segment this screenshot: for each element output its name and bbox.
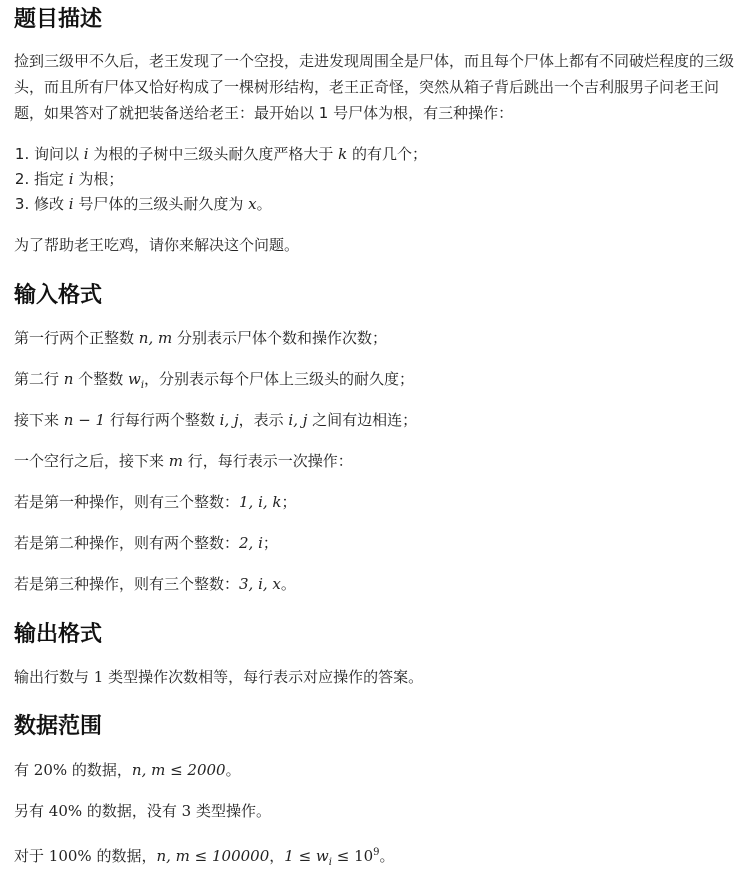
input-line-5: 若是第一种操作，则有三个整数：1, i, k；: [14, 493, 297, 511]
operations-list: [14, 142, 737, 217]
help-paragraph: 为了帮助老王吃鸡，请你来解决这个问题。: [14, 236, 300, 254]
input-line-1: 第一行两个正整数 n, m 分别表示尸体个数和操作次数；: [14, 329, 387, 347]
input-heading: 输入格式: [14, 283, 103, 308]
operation-item: 1. 询问以 i 为根的子树中三级头耐久度严格大于 k 的有几个；: [34, 142, 737, 167]
range-heading: 数据范围: [14, 714, 103, 739]
output-heading: 输出格式: [14, 622, 103, 647]
description-heading: 题目描述: [14, 7, 103, 32]
description-paragraph: 捡到三级甲不久后，老王发现了一个空投，走进发现周围全是尸体，而且每个尸体上都有不同破烂程度的三级头，而且所有尸体又恰好构成了一棵树形结构，老王正奇怪，突然从箱子背后跳出一个吉利服男子问老王问题，如果答对了就把装备送给老王：最开始以 1 号尸体为根，有三种操作：: [14, 52, 735, 122]
operation-item: 2. 指定 i 为根；: [34, 167, 737, 192]
input-line-2: 第二行 n 个整数 $w_i$，分别表示每个尸体上三级头的耐久度；: [14, 370, 415, 391]
operation-item: 3. 修改 i 号尸体的三级头耐久度为 x。: [34, 192, 737, 217]
input-line-6: 若是第二种操作，则有两个整数：2, i；: [14, 534, 278, 552]
input-line-7: 若是第三种操作，则有三个整数：3, i, x。: [14, 575, 296, 593]
range-line-2: 另有 40% 的数据，没有 3 类型操作。: [14, 802, 271, 820]
range-line-1: 有 20% 的数据，n, m ≤ 2000。: [14, 761, 241, 779]
input-line-3: 接下来 n − 1 行每行两个整数 i, j，表示 i, j 之间有边相连；: [14, 411, 418, 429]
output-paragraph: 输出行数与 1 类型操作次数相等，每行表示对应操作的答案。: [14, 668, 424, 686]
input-line-4: 一个空行之后，接下来 m 行，每行表示一次操作：: [14, 452, 353, 470]
range-line-3: 对于 100% 的数据，n, m ≤ 100000，$1 \le w_i \le 10^9$。: [14, 847, 395, 868]
